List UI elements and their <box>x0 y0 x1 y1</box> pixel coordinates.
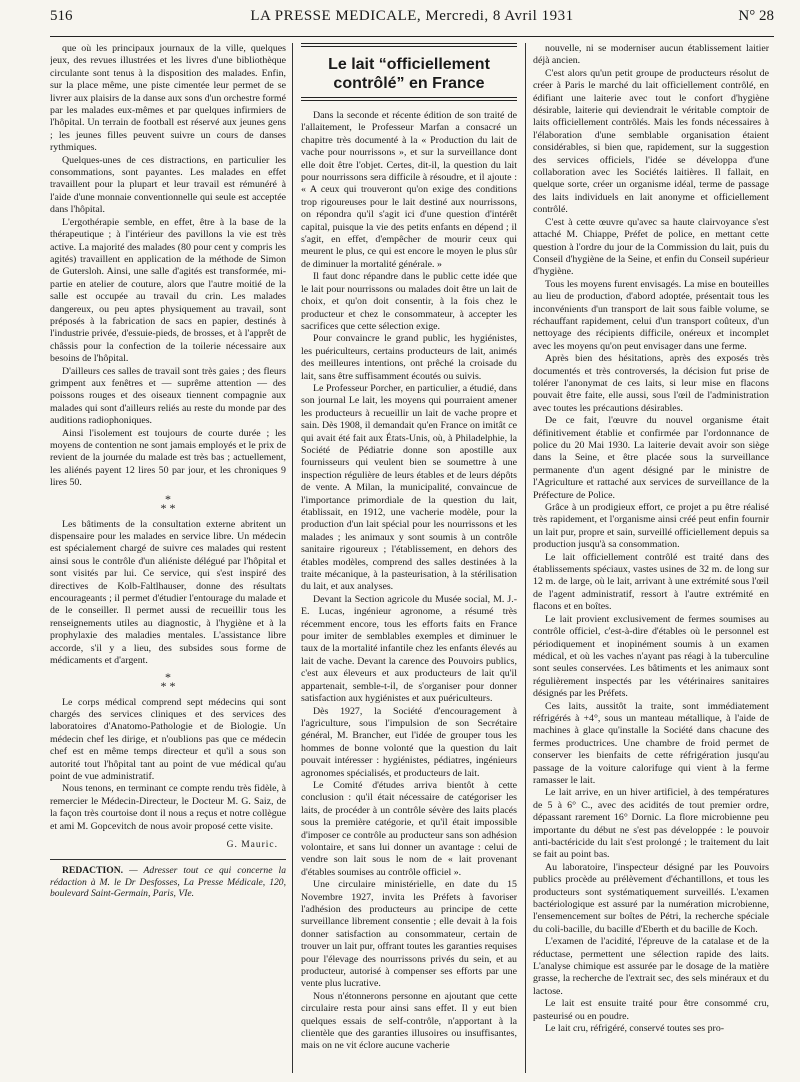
paragraph: Le lait arrive, en un hiver artificiel, à des températures de 5 à 6° C., avec des acidités de tout premier ordre, dépassant rarement 16° Dornic. La flore microbienne peu importante du début ne s'est pas développée : le pouvoir anti-bactéricide du lait s'est prolongé ; le traitement du lait se fait au point bas. <box>533 787 769 861</box>
redaction-notice <box>50 859 286 900</box>
article-title: Le lait “officiellement contrôlé” en France <box>328 56 490 92</box>
paragraph: Nous n'étonnerons personne en ajoutant que cette circulaire resta pour ainsi sans effet. Il y eut bien quelques essais de self-contrôle, n'apportant à la clientèle que des garanties illusoires ou insuffisantes, mais on ne vit éclore aucune vacherie <box>301 990 517 1052</box>
column-3 <box>526 43 769 1073</box>
paragraph: Quelques-unes de ces distractions, en particulier les consommations, sont payantes. Les malades en effet travaillent pour la plupart et leur travail est rémunéré à l'aide d'une monnaie conventionnelle qui seule est acceptée dans l'hôpital. <box>50 154 286 216</box>
title-rule-bottom <box>301 97 517 101</box>
publication-name: LA PRESSE MEDICALE, <box>250 8 422 24</box>
paragraph: C'est à cette œuvre qu'avec sa haute clairvoyance s'est attaché M. Chiappe, Préfet de police, en mettant cette question à l'ordre du jour de la Commission du lait, puis du Conseil d'hygiène de la Seine, et enfin du Conseil supérieur d'hygiène. <box>533 216 769 278</box>
paragraph: L'examen de l'acidité, l'épreuve de la catalase et de la réductase, permettent une sélection rapide des laits. L'analyse chimique est assurée par le dosage de la matière grasse, la recherche de l'extrait sec, des sels minéraux et du lactose. <box>533 936 769 997</box>
paragraph: Le lait est ensuite traité pour être consommé cru, pasteurisé ou en poudre. <box>533 998 769 1022</box>
redaction-label: REDACTION. <box>62 865 124 877</box>
issue-date: Mercredi, 8 Avril 1931 <box>425 8 574 24</box>
author-signature: G. Mauric. <box>226 839 278 850</box>
section-separator-stars-2: * * * <box>160 669 176 693</box>
redaction-text: — Adresser tout ce qui concerne la rédaction à M. le Dr Desfosses, La Presse Médicale, 120, boulevard Saint-Germain, Paris, VIe. <box>50 865 286 900</box>
paragraph: Le Professeur Porcher, en particulier, a étudié, dans son journal Le lait, les moyens qui pourraient amener les producteurs à recueillir un lait de vache propre et sain. Dès 1908, il demandait qu'en France on imitât ce qui avait été fait aux États-Unis, où, à Philadelphie, la Société de Pédiatrie donne son apostille aux fournisseurs qui veulent bien se soumettre à une inspection régulière de leurs étables et de leurs dépôts de vente. A Milan, la municipalité, convaincue de l'importance primordiale de la question du lait, établissait, en 1912, une vacherie modèle, pour la production d'un lait spécial pour les nourrissons et les malades ; les animaux y sont soumis à un contrôle sanitaire rigoureux ; l'établissement, en dehors des étables modèles, comprend des salles destinées à la traite mécanique, à la pasteurisation, à la stérilisation du lait, et aux analyses. <box>301 382 517 593</box>
paragraph: Pour convaincre le grand public, les hygiénistes, les puériculteurs, certains producteurs de lait, animés des meilleures intentions, ont prêché la croisade du lait, sans être suffisamment écoutés ou suivis. <box>301 333 517 382</box>
paragraph: Dans la seconde et récente édition de son traité de l'allaitement, le Professeur Marfan a consacré un chapitre très documenté à la « Production du lait de vache pour nourrissons », et sur la surveillance dont elle doit être l'objet. Certes, dit-il, la question du lait pour nourrissons sera difficile à résoudre, et il ajoute : « A ceux qui trouveront qu'on exige des conditions trop rigoureuses pour le lait destiné aux nourrissons, on répondra qu'il s'agit ici d'une question d'intérêt capital, puisque la vie des petits enfants en dépend ; il s'agit, en effet, d'empêcher de mourir ceux qui meurent le plus, ce qui est encore le moyen le plus sûr de diminuer la mortalité générale. » <box>301 110 517 270</box>
paragraph: Après bien des hésitations, après des exposés très documentés et très controversés, la décision fut prise de tolérer l'anonymat de ces laits, si leur mise en flacons pouvait être faite, elle aussi, sous l'œil de l'administration avec toutes les précautions désirables. <box>533 353 769 414</box>
paragraph: D'ailleurs ces salles de travail sont très gaies ; des fleurs grimpent aux fenêtres et — suprême attention — des poissons rouges et des oiseaux tiennent compagnie aux malades qui sont d'ailleurs reliés au reste du monde par des auditions radiophoniques. <box>50 365 286 427</box>
paragraph: Ainsi l'isolement est toujours de courte durée ; les moyens de contention ne sont jamais employés et le prix de revient de la journée du malade est très bas ; actuellement, les aliénés payent 12 lires 50 par jour, et les chroniques 9 lires 50. <box>50 427 286 489</box>
page-header <box>50 8 774 37</box>
column-2 <box>292 43 526 1073</box>
paragraph: Tous les moyens furent envisagés. La mise en bouteilles au lieu de production, d'abord adoptée, présentait tous les inconvénients d'un transport de lait sous faible volume, se réchauffant rapidement, celui d'un transport coûteux, d'un nettoyage des récipients difficile, onéreux et incomplet avec les moyens qu'on peut envisager dans une ferme. <box>533 278 769 352</box>
publication-title <box>110 8 714 25</box>
paragraph: Le lait officiellement contrôlé est traité dans des établissements spéciaux, vastes usines de 32 m. de long sur 12 m. de large, où le lait, arrivant à une extrémité sous l'œil de l'agent administratif, ressort à l'autre extrémité en flacons et en boîtes. <box>533 551 769 613</box>
page-number: 516 <box>50 8 73 24</box>
paragraph: Les bâtiments de la consultation externe abritent un dispensaire pour les malades en service libre. Un médecin est spécialement chargé de suivre ces malades qui restent ainsi sous le contrôle d'un aliéniste délégué par l'hôpital et sont visités par lui. Ce service, qui s'est inspiré des directives de Kolb-Faltlhauser, donne des résultats encourageants ; il permet d'étudier l'entourage du malade et de le conseiller. Il permet aussi de recueillir tous les renseignements utiles au diagnostic, à l'hygiène et à la prophylaxie des maladies mentales. L'assistance libre accorde, s'il y a lieu, des subsides sous forme de médicaments et d'argent. <box>50 518 286 667</box>
paragraph: Le Comité d'études arriva bientôt à cette conclusion : qu'il était nécessaire de catégoriser les laits, de procéder à un contrôle sévère des laits placés sous la première catégorie, et qu'il était impossible d'imposer ce contrôle au producteur sans son adhésion volontaire, et sans lui donner un avantage : celui de vendre son lait sous le nom de « lait provenant d'étables soumises au contrôle officiel ». <box>301 779 517 878</box>
section-separator-stars: * * * <box>160 491 176 515</box>
paragraph: Le lait provient exclusivement de fermes soumises au contrôle officiel, c'est-à-dire d'étables où le personnel est périodiquement et inopinément soumis à un examen médical, et où les vaches n'ayant pas réagi à la tuberculine sont seules conservées. Les bâtiments et les animaux sont régulièrement inspectés par les vétérinaires sanitaires désignés par les Préfets. <box>533 613 769 700</box>
paragraph: que où les principaux journaux de la ville, quelques jeux, des revues illustrées et les livres d'une bibliothèque circulante sont tenus à la disposition des malades. Enfin, sur la place même, une piste cimentée leur permet de se livrer aux plaisirs de la danse aux sons d'un orchestre formé par les malades eux-mêmes et par quelques infirmiers de l'hôpital. Un terrain de football est réservé aux jeunes gens ; les jeunes filles peuvent suivre un cours de danses rythmiques. <box>50 43 286 154</box>
paragraph: Au laboratoire, l'inspecteur désigné par les Pouvoirs publics procède au prélèvement d'échantillons, et tous les producteurs sont systématiquement surveillés. L'examen bactériologique est assuré par la numération microbienne, l'ensemencement sur boîtes de Pétri, la recherche spéciale du coli-bacille, du bacille d'Eberth et du bacille de Koch. <box>533 861 769 935</box>
column-1 <box>50 43 292 1073</box>
paragraph: Il faut donc répandre dans le public cette idée que le lait pour nourrissons ou malades doit être un lait de choix, et qu'on doit consentir, à la fois chez le producteur et chez le consommateur, à accepter les sacrifices que cette sélection exige. <box>301 271 517 332</box>
paragraph: nouvelle, ni se moderniser aucun établissement laitier déjà ancien. <box>533 43 769 67</box>
paragraph: Devant la Section agricole du Musée social, M. J.-E. Lucas, ingénieur agronome, a résumé très récemment encore, tous les efforts faits en France pour imiter de semblables exemples et diminuer le taux de la mortalité infantile chez les enfants élevés au lait de vache. Devant la carence des Pouvoirs publics, c'est aux éleveurs et aux producteurs de lait qu'il appartenait, semble-t-il, de s'organiser pour donner satisfaction aux hygiénistes et aux puériculteurs. <box>301 593 517 705</box>
paragraph: Ces laits, aussitôt la traite, sont immédiatement réfrigérés à +4°, sous un manteau métallique, à l'aide de machines à glace qu'installe la Société dans chacune des fermes productrices. Une chambre de froid permet de conserver les bienfaits de cette réfrigération jusqu'au passage de la voiture calorifuge qui vient à la ferme ramasser le lait. <box>533 700 769 786</box>
paragraph: De ce fait, l'œuvre du nouvel organisme était définitivement établie et confirmée par l'ordonnance de police du 20 Mai 1930. La laiterie devait avoir son siège dans la Seine, et être placée sous la surveillance permanente d'un agent désigné par le ministre de l'Agriculture et rattaché aux services de surveillance de la Préfecture de Police. <box>533 415 769 501</box>
article-body <box>301 110 517 1053</box>
col1-body-3 <box>50 697 286 833</box>
paragraph: Nous tenons, en terminant ce compte rendu très fidèle, à remercier le Médecin-Directeur, le Docteur M. G. Saiz, de la façon très courtoise dont il nous a reçus et notre collègue et ami M. Gopcevitch de nous avoir proposé cette visite. <box>50 783 286 832</box>
paragraph: Le corps médical comprend sept médecins qui sont chargés des services cliniques et des services des laboratoires d'Anatomo-Pathologie et de Biologie. Un médecin chef les dirige, et n'oublions pas que ce médecin chef est en même temps directeur et qu'il a sous son autorité tout l'hôpital tant au point de vue médical qu'au point de vue administratif. <box>50 696 286 782</box>
title-rule-top <box>301 43 517 47</box>
col1-body <box>50 43 286 490</box>
paragraph: Dès 1927, la Société d'encouragement à l'agriculture, sous l'impulsion de son Secrétaire général, M. Brancher, eut l'idée de grouper tous les hommes de bonne volonté que la question du lait pouvait intéresser : hygiénistes, pédiatres, ingénieurs agronomes spécialisés, et producteurs de lait. <box>301 705 517 779</box>
paragraph: Une circulaire ministérielle, en date du 15 Novembre 1927, invita les Préfets à favoriser l'adhésion des producteurs au principe de cette surveillance librement consentie ; elle devait à la fois donner satisfaction au consommateur, certain de trouver un lait pur, offrant toutes les garanties requises pour l'élevage des nourrissons privés du sein, et au producteur, autorisé à compenser ses efforts par une vente plus lucrative. <box>301 879 517 990</box>
paragraph: Grâce à un prodigieux effort, ce projet a pu être réalisé très rapidement, et l'organisme ainsi créé peut enfin fournir un lait pur, propre et sain, surveillé officiellement depuis sa production jusqu'à sa consommation. <box>533 502 769 551</box>
issue-number: N° 28 <box>738 8 774 24</box>
article-continuation <box>533 43 769 1036</box>
paragraph: Le lait cru, réfrigéré, conservé toutes ses pro- <box>545 1023 725 1035</box>
columns <box>50 43 774 1073</box>
col1-body-2 <box>50 519 286 668</box>
paragraph: L'ergothérapie semble, en effet, être à la base de la thérapeutique ; à l'intérieur des pavillons la vie est très active. La majorité des malades (80 pour cent y compris les agités) travaillent en application de la méthode de Simon de Gutersloh. Ainsi, une salle d'agités est transformée, mi-partie en atelier de couture, alors que l'autre moitié de la salle est occupée au travail du crin. Les malades dangereux, ou peu aptes physiquement au travail, sont préposés à la fabrication de sacs en papier, destinés à l'industrie privée, d'essuie-pieds, de brosses, et à l'apprêt de châssis pour la confection de la toilerie nécessaire aux besoins de l'hôpital. <box>50 216 286 365</box>
paragraph: C'est alors qu'un petit groupe de producteurs résolut de créer à Paris le marché du lait officiellement contrôlé, en édifiant une laiterie avec tout le confort d'hygiène désirable, laiterie qui deviendrait le véritable comptoir de laits officiellement contrôlés. Mais les fonds nécessaires à l'élaboration d'une semblable organisation étaient considérables, si bien que, rapidement, sur la suggestion des services officiels, l'idée se développa d'une collaboration avec les Sociétés laitières. Il fallait, en quelque sorte, créer un organisme idéal, terme de passage des laits individuels en lait anonyme et officiellement contrôlé. <box>533 67 769 216</box>
